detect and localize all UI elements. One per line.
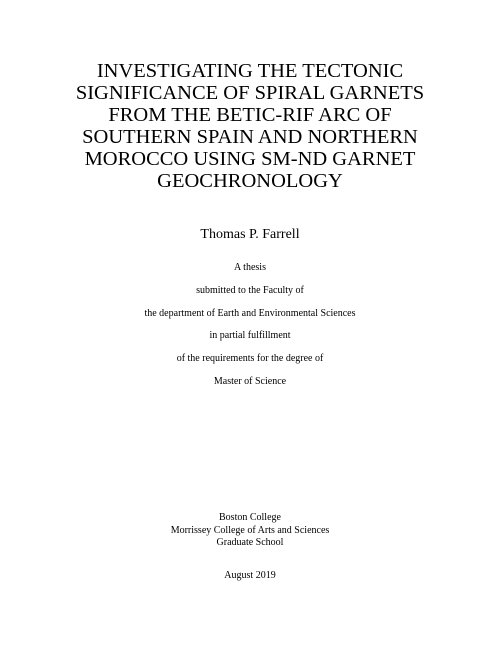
title-line: INVESTIGATING THE TECTONIC: [96, 60, 404, 82]
institution-line: Graduate School: [216, 537, 284, 548]
submission-date: August 2019: [224, 570, 276, 581]
thesis-statement-line: of the requirements for the degree of: [176, 353, 324, 365]
author-name: Thomas P. Farrell: [200, 227, 300, 242]
thesis-statement-line: Master of Science: [213, 375, 287, 387]
title-line: FROM THE BETIC-RIF ARC OF: [108, 104, 392, 126]
title-line: SIGNIFICANCE OF SPIRAL GARNETS: [75, 82, 425, 104]
institution-line: Morrissey College of Arts and Sciences: [170, 524, 330, 536]
institution-line: Boston College: [219, 512, 281, 523]
title-line: SOUTHERN SPAIN AND NORTHERN: [82, 126, 418, 148]
thesis-statement-line: the department of Earth and Environmental Sciences: [144, 307, 356, 319]
thesis-statement-line: in partial fulfillment: [209, 330, 291, 342]
thesis-statement: [0, 261, 500, 398]
institution-block: [0, 512, 500, 550]
thesis-statement-line: submitted to the Faculty of: [196, 284, 304, 296]
thesis-title: [0, 60, 500, 192]
title-line: MOROCCO USING SM-ND GARNET: [84, 148, 416, 170]
thesis-statement-line: A thesis: [234, 262, 266, 273]
title-line: GEOCHRONOLOGY: [157, 170, 343, 192]
